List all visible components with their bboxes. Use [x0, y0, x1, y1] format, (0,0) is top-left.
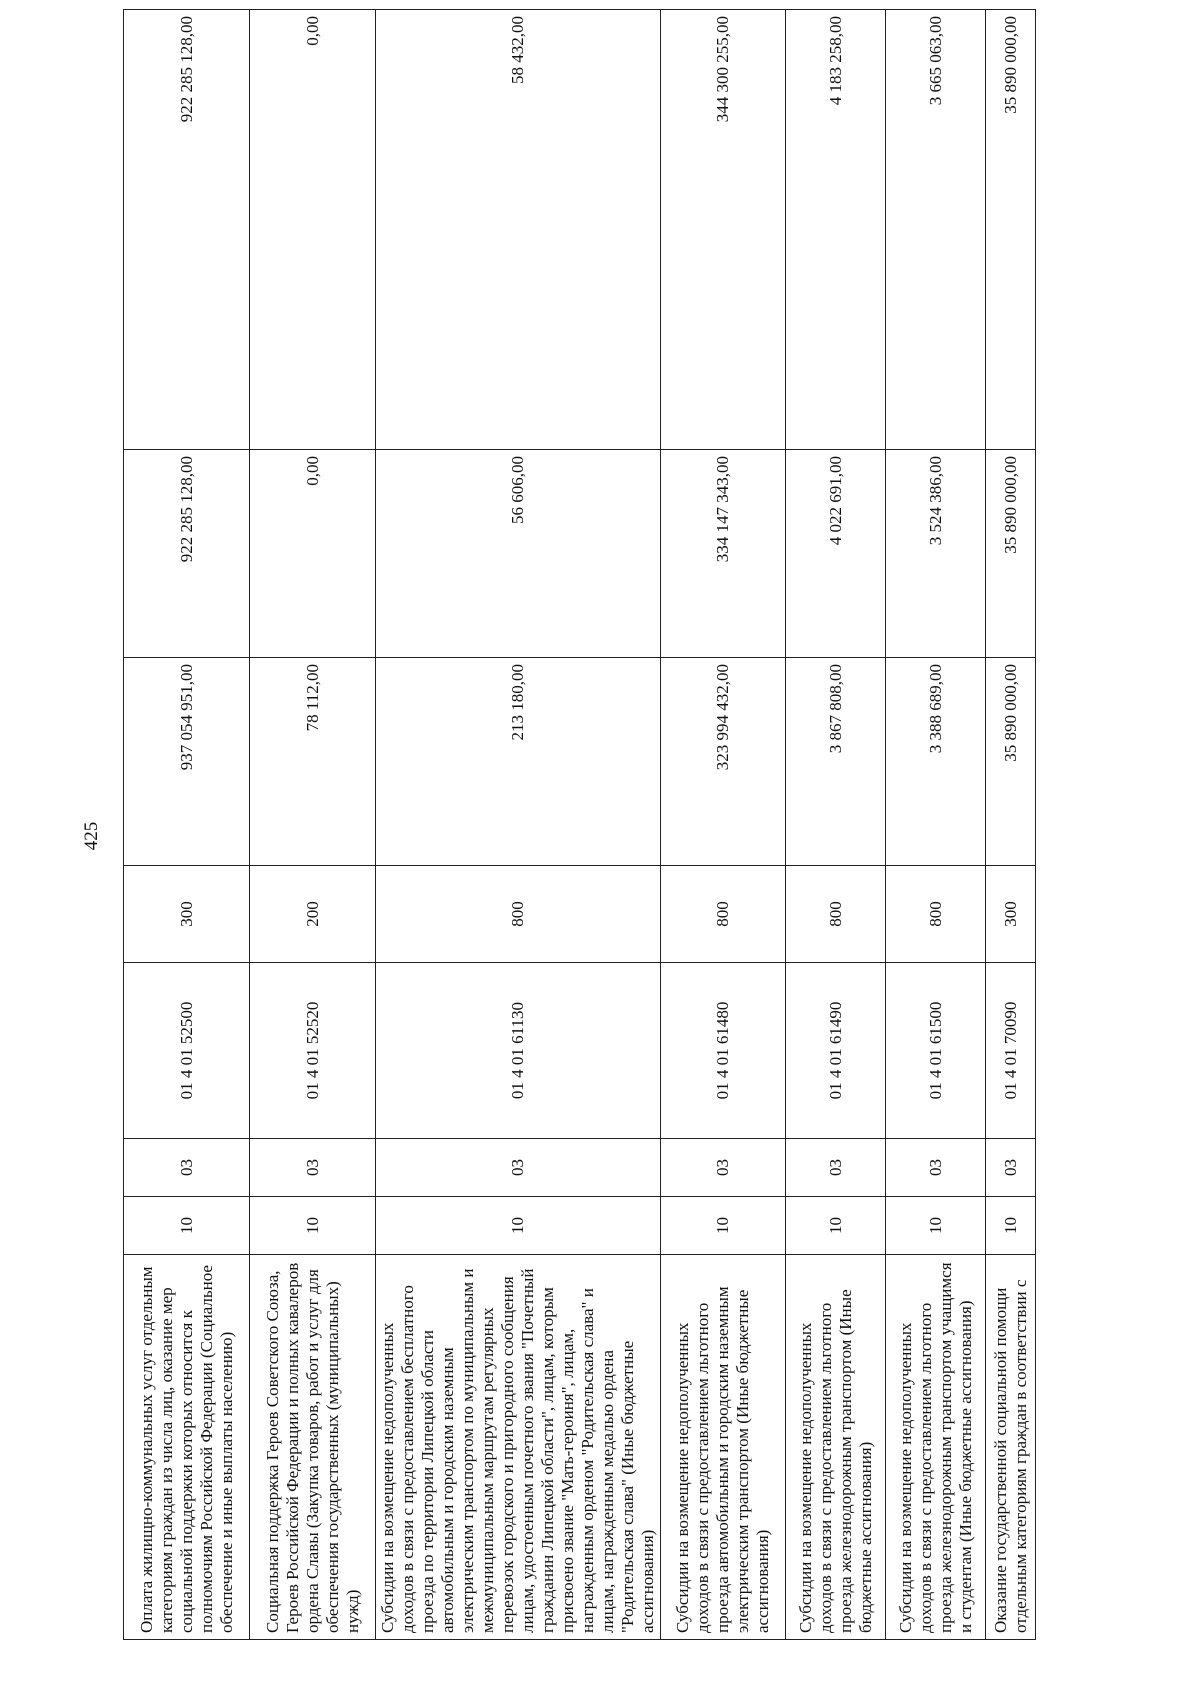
amount-year-2: 922 285 128,00 — [124, 450, 250, 658]
subsection-code: 03 — [250, 1139, 376, 1197]
amount-year-3: 4 183 258,00 — [786, 10, 886, 450]
page-number: 425 — [81, 821, 102, 851]
row-description: Субсидии на возмещение недополученных доходов в связи с предоставлением льготного проезда автомобильным и городским наземным электрическим транспортом (Иные бюджетные ассигнования) — [661, 1255, 786, 1640]
amount-year-2: 3 524 386,00 — [886, 450, 986, 658]
target-article-code: 01 4 01 52520 — [250, 963, 376, 1139]
row-description: Субсидии на возмещение недополученных доходов в связи с предоставлением льготного проезда железнодорожным транспортом учащимся и студентам (Иные бюджетные ассигнования) — [886, 1255, 986, 1640]
expense-type-code: 800 — [376, 866, 661, 963]
section-code: 10 — [250, 1197, 376, 1255]
target-article-code: 01 4 01 61500 — [886, 963, 986, 1139]
section-code: 10 — [786, 1197, 886, 1255]
amount-year-3: 344 300 255,00 — [661, 10, 786, 450]
subsection-code: 03 — [786, 1139, 886, 1197]
target-article-code: 01 4 01 61490 — [786, 963, 886, 1139]
row-description: Субсидии на возмещение недополученных доходов в связи с предоставлением бесплатного проезда по территории Липецкой области автомобильным и городским наземным электрическим транспортом по муниципальным и межмуниципальным маршрутам регулярных перевозок городского и пригородного сообщения лицам, удостоенным почетного звания "Почетный гражданин Липецкой области", лицам, которым присвоено звание "Мать-героиня", лицам, награжденным орденом "Родительская слава" и лицам, награжденным медалью ордена "Родительская слава" (Иные бюджетные ассигнования) — [376, 1255, 661, 1640]
amount-year-1: 323 994 432,00 — [661, 658, 786, 866]
amount-year-1: 78 112,00 — [250, 658, 376, 866]
section-code: 10 — [886, 1197, 986, 1255]
subsection-code: 03 — [661, 1139, 786, 1197]
table-row — [661, 10, 786, 1640]
row-description: Социальная поддержка Героев Советского Союза, Героев Российской Федерации и полных кавалеров ордена Славы (Закупка товаров, работ и услуг для обеспечения государственных (муниципальных) нужд) — [250, 1255, 376, 1640]
amount-year-2: 0,00 — [250, 450, 376, 658]
target-article-code: 01 4 01 61480 — [661, 963, 786, 1139]
amount-year-2: 334 147 343,00 — [661, 450, 786, 658]
table-row — [786, 10, 886, 1640]
section-code: 10 — [661, 1197, 786, 1255]
target-article-code: 01 4 01 61130 — [376, 963, 661, 1139]
amount-year-1: 3 867 808,00 — [786, 658, 886, 866]
amount-year-3: 3 665 063,00 — [886, 10, 986, 450]
amount-year-2: 35 890 000,00 — [986, 450, 1036, 658]
amount-year-1: 35 890 000,00 — [986, 658, 1036, 866]
subsection-code: 03 — [124, 1139, 250, 1197]
expense-type-code: 200 — [250, 866, 376, 963]
subsection-code: 03 — [376, 1139, 661, 1197]
amount-year-2: 4 022 691,00 — [786, 450, 886, 658]
budget-table — [123, 9, 1036, 1640]
section-code: 10 — [376, 1197, 661, 1255]
target-article-code: 01 4 01 52500 — [124, 963, 250, 1139]
amount-year-3: 922 285 128,00 — [124, 10, 250, 450]
row-description: Оплата жилищно-коммунальных услуг отдельным категориям граждан из числа лиц, оказание мер социальной поддержки которых относится к полномочиям Российской Федерации (Социальное обеспечение и иные выплаты населению) — [124, 1255, 250, 1640]
section-code: 10 — [124, 1197, 250, 1255]
amount-year-1: 3 388 689,00 — [886, 658, 986, 866]
row-description: Оказание государственной социальной помощи отдельным категориям граждан в соответствии с — [986, 1255, 1036, 1640]
amount-year-1: 937 054 951,00 — [124, 658, 250, 866]
amount-year-2: 56 606,00 — [376, 450, 661, 658]
row-description: Субсидии на возмещение недополученных доходов в связи с предоставлением льготного проезда железнодорожным транспортом (Иные бюджетные ассигнования) — [786, 1255, 886, 1640]
expense-type-code: 800 — [786, 866, 886, 963]
amount-year-1: 213 180,00 — [376, 658, 661, 866]
expense-type-code: 300 — [986, 866, 1036, 963]
subsection-code: 03 — [886, 1139, 986, 1197]
table-row — [886, 10, 986, 1640]
rotated-budget-page — [123, 10, 1030, 1640]
expense-type-code: 800 — [661, 866, 786, 963]
table-row — [376, 10, 661, 1640]
amount-year-3: 58 432,00 — [376, 10, 661, 450]
amount-year-3: 0,00 — [250, 10, 376, 450]
subsection-code: 03 — [986, 1139, 1036, 1197]
table-row — [250, 10, 376, 1640]
expense-type-code: 800 — [886, 866, 986, 963]
table-row — [986, 10, 1036, 1640]
expense-type-code: 300 — [124, 866, 250, 963]
target-article-code: 01 4 01 70090 — [986, 963, 1036, 1139]
table-row — [124, 10, 250, 1640]
section-code: 10 — [986, 1197, 1036, 1255]
amount-year-3: 35 890 000,00 — [986, 10, 1036, 450]
